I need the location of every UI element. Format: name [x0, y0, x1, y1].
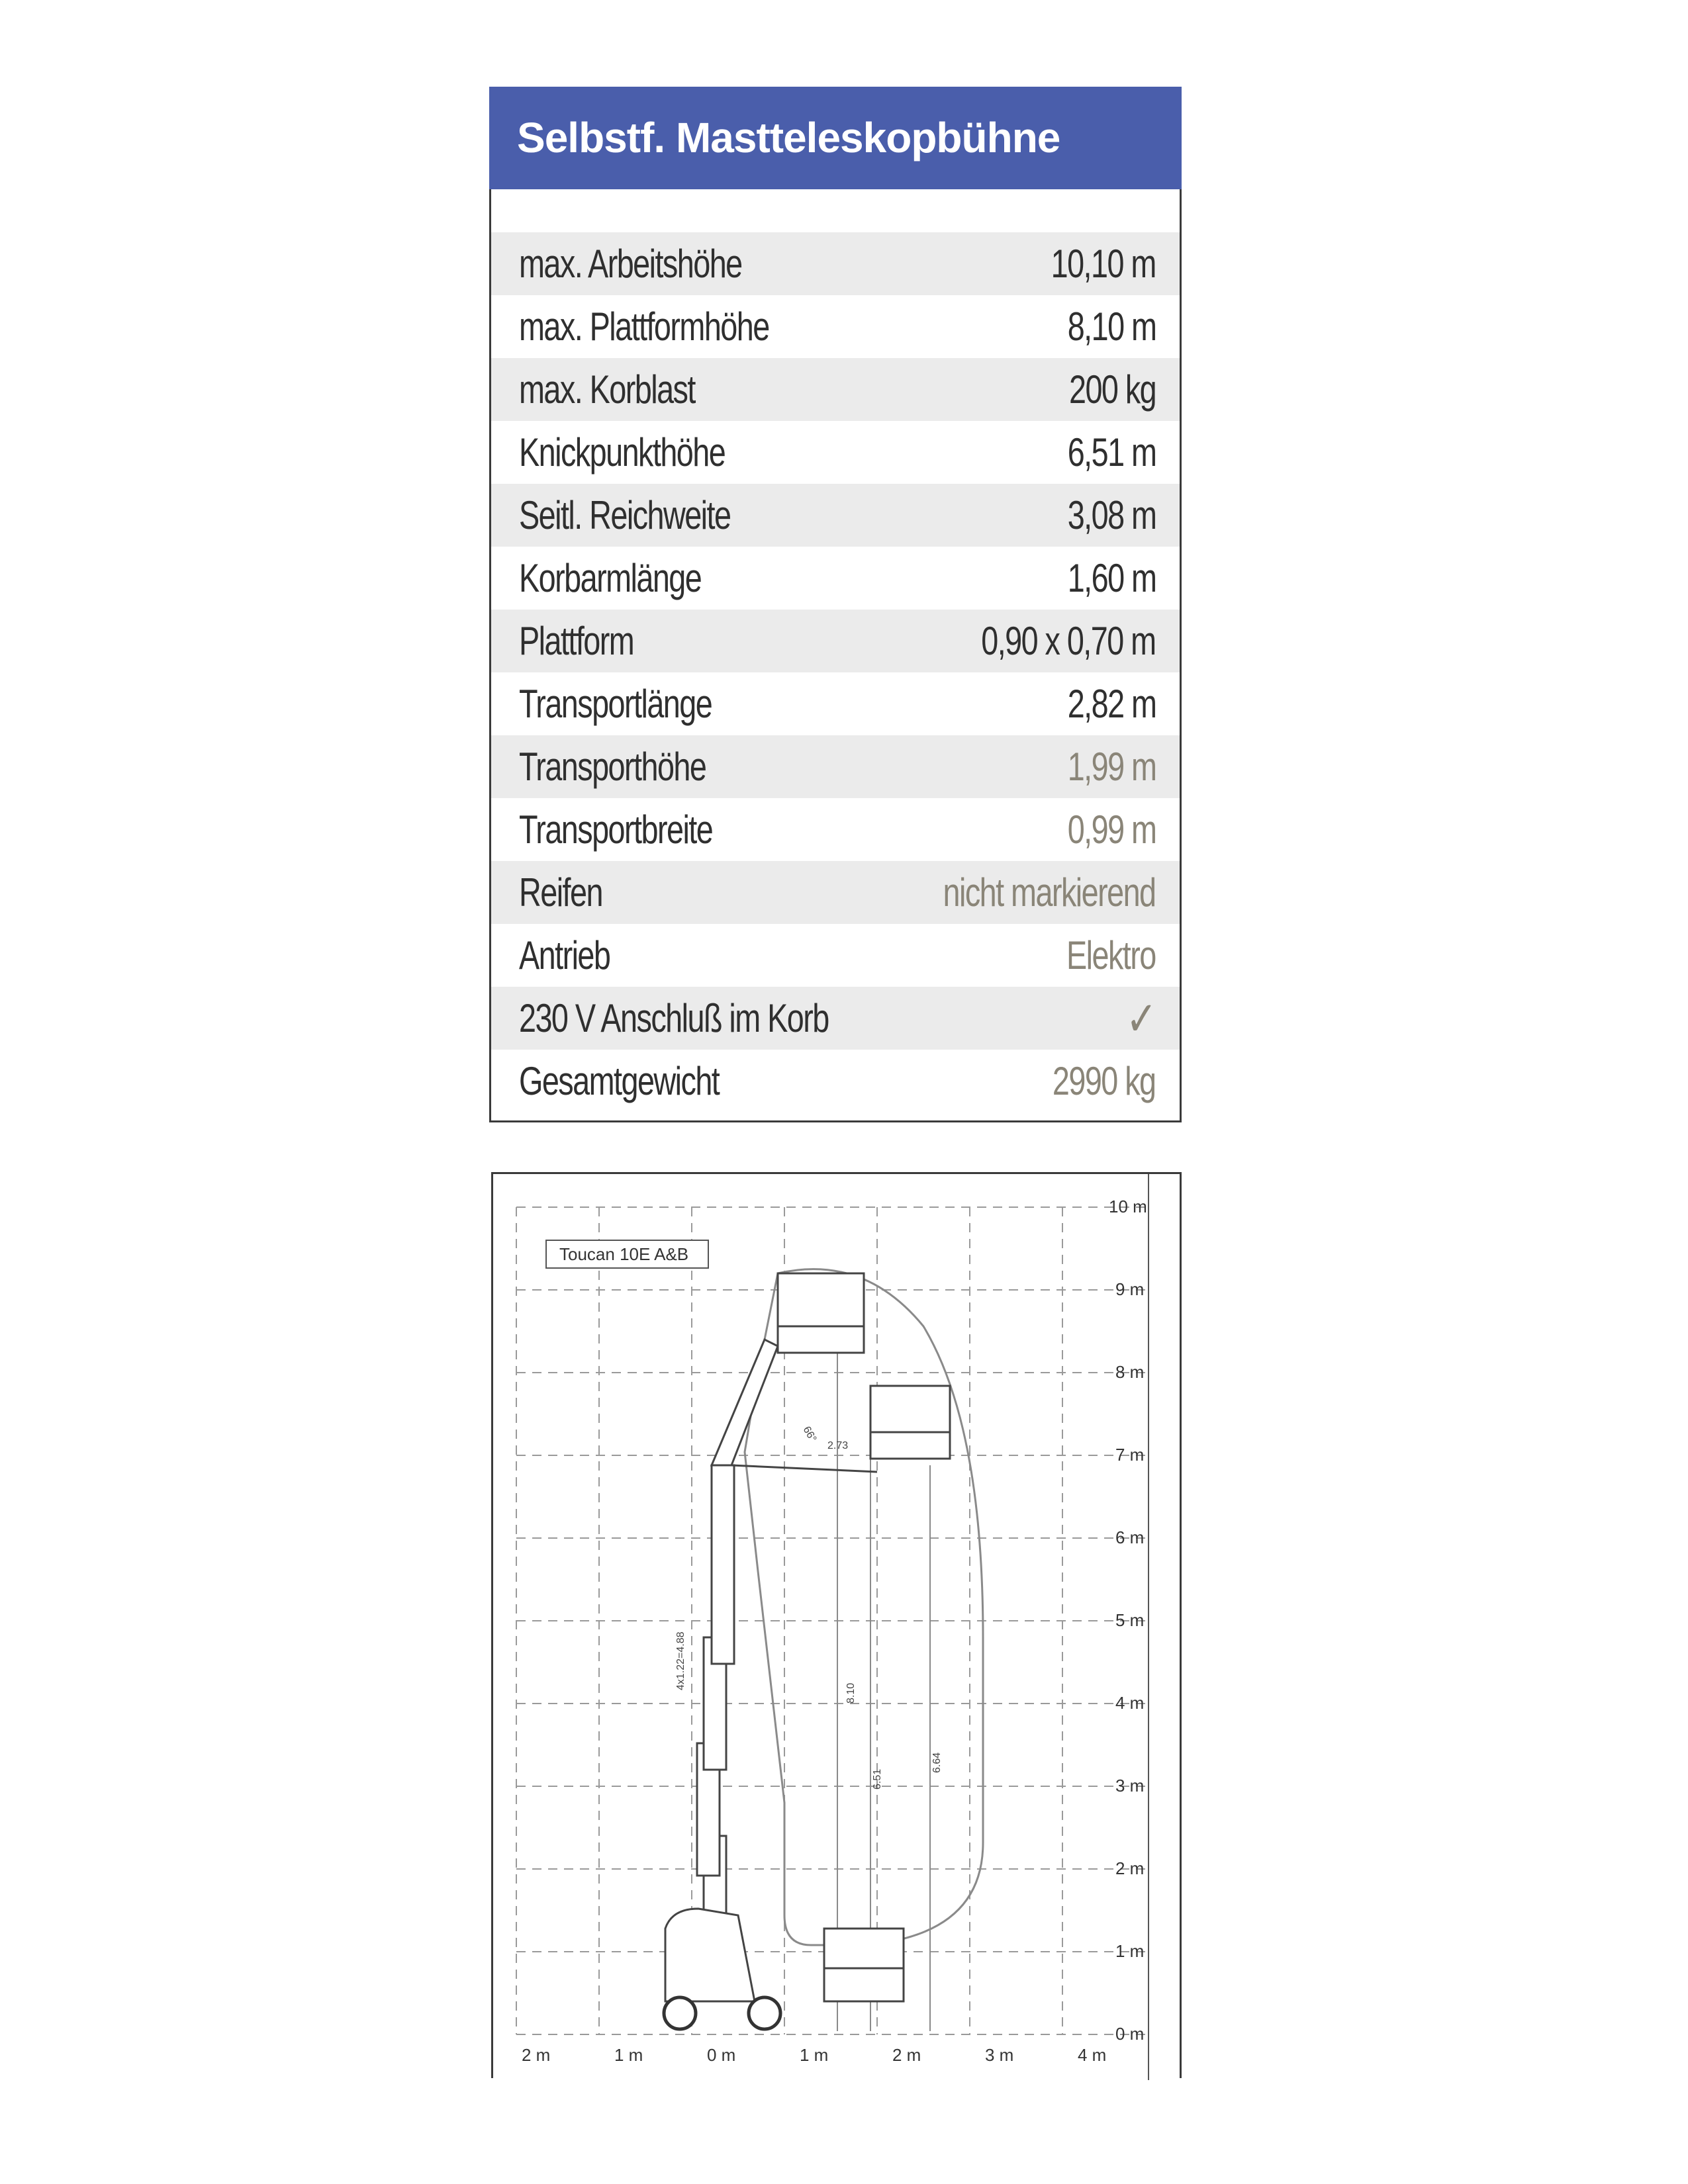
spec-card: [489, 87, 1182, 1122]
spec-label: Seitl. Reichweite: [519, 493, 731, 537]
x-label: 1 m: [800, 2045, 829, 2065]
y-label: 3 m: [1115, 1776, 1145, 1796]
spec-row: [491, 232, 1180, 295]
spec-label: Knickpunkthöhe: [519, 430, 726, 475]
spec-label: Korbarmlänge: [519, 556, 702, 600]
lower-basket: [824, 1929, 904, 2001]
x-label: 2 m: [892, 2045, 921, 2065]
spec-row: [491, 358, 1180, 421]
diagram-svg: [493, 1174, 1180, 2080]
spec-label: 230 V Anschluß im Korb: [519, 996, 829, 1040]
dim-knick-height: 6.51: [872, 1768, 883, 1790]
spec-label: max. Korblast: [519, 367, 695, 412]
spec-row: [491, 672, 1180, 735]
spec-value: Elektro: [1066, 933, 1156, 978]
x-label: 2 m: [522, 2045, 551, 2065]
x-label: 0 m: [707, 2045, 736, 2065]
x-label: 1 m: [614, 2045, 643, 2065]
x-label: 3 m: [985, 2045, 1014, 2065]
dim-reach: 2.73: [827, 1440, 849, 1451]
spec-title: Selbstf. Mastteleskopbühne: [489, 87, 1182, 189]
spec-label: max. Plattformhöhe: [519, 304, 769, 349]
spec-row: [491, 295, 1180, 358]
spec-label: Transportlänge: [519, 682, 712, 726]
y-label: 6 m: [1115, 1527, 1145, 1547]
dim-outreach-height: 6.64: [931, 1752, 943, 1773]
spec-row: [491, 1050, 1180, 1113]
spec-label: Gesamtgewicht: [519, 1059, 720, 1103]
spec-row: [491, 861, 1180, 924]
y-label: 4 m: [1115, 1693, 1145, 1713]
y-label: 1 m: [1115, 1941, 1145, 1961]
spec-value: 10,10 m: [1051, 242, 1156, 286]
spec-row: [491, 735, 1180, 798]
model-label: Toucan 10E A&B: [559, 1244, 689, 1264]
spec-value: 1,60 m: [1067, 556, 1156, 600]
y-label: 7 m: [1115, 1445, 1145, 1465]
y-label: 9 m: [1115, 1279, 1145, 1299]
spec-label: max. Arbeitshöhe: [519, 242, 742, 286]
y-label: 0 m: [1115, 2024, 1145, 2044]
spec-row: [491, 798, 1180, 861]
spec-row: [491, 610, 1180, 672]
middle-basket: [870, 1386, 950, 1459]
spec-value: 2990 kg: [1053, 1059, 1156, 1103]
spec-label: Transporthöhe: [519, 745, 706, 789]
spec-row: [491, 924, 1180, 987]
dim-mast: 4x1.22=4.88: [675, 1631, 686, 1690]
spec-value: 200 kg: [1068, 367, 1156, 412]
checkmark-icon: ✓: [1125, 992, 1156, 1046]
working-range-diagram: [491, 1172, 1182, 2078]
chassis: [665, 1909, 755, 2001]
y-label: 8 m: [1115, 1362, 1145, 1382]
spec-value: 1,99 m: [1067, 745, 1156, 789]
y-label: 2 m: [1115, 1858, 1145, 1878]
spec-row: [491, 421, 1180, 484]
spec-value: nicht markierend: [943, 870, 1156, 915]
rear-wheel: [664, 1997, 696, 2029]
spec-value: 6,51 m: [1067, 430, 1156, 475]
y-label: 10 m: [1109, 1197, 1147, 1216]
spec-row: [491, 484, 1180, 547]
spec-table: [491, 232, 1180, 1113]
spec-row: [491, 987, 1180, 1050]
spec-value: 2,82 m: [1067, 682, 1156, 726]
mast: [697, 1465, 734, 1968]
spec-label: Plattform: [519, 619, 634, 663]
dim-angle: 66°: [800, 1424, 819, 1444]
spec-label: Transportbreite: [519, 807, 713, 852]
upper-basket: [778, 1273, 864, 1353]
spec-value: 8,10 m: [1067, 304, 1156, 349]
spec-value: 0,90 x 0,70 m: [981, 619, 1156, 663]
jib-boom: [731, 1465, 877, 1472]
working-envelope: [745, 1269, 983, 1945]
y-label: 5 m: [1115, 1610, 1145, 1630]
spec-label: Reifen: [519, 870, 602, 915]
spec-label: Antrieb: [519, 933, 610, 978]
front-wheel: [749, 1997, 780, 2029]
spec-row: [491, 547, 1180, 610]
y-axis-labels: [1109, 1197, 1147, 2044]
spec-value: 0,99 m: [1067, 807, 1156, 852]
x-label: 4 m: [1078, 2045, 1107, 2065]
spec-value: 3,08 m: [1067, 493, 1156, 537]
dim-platform-height: 8.10: [845, 1682, 857, 1704]
